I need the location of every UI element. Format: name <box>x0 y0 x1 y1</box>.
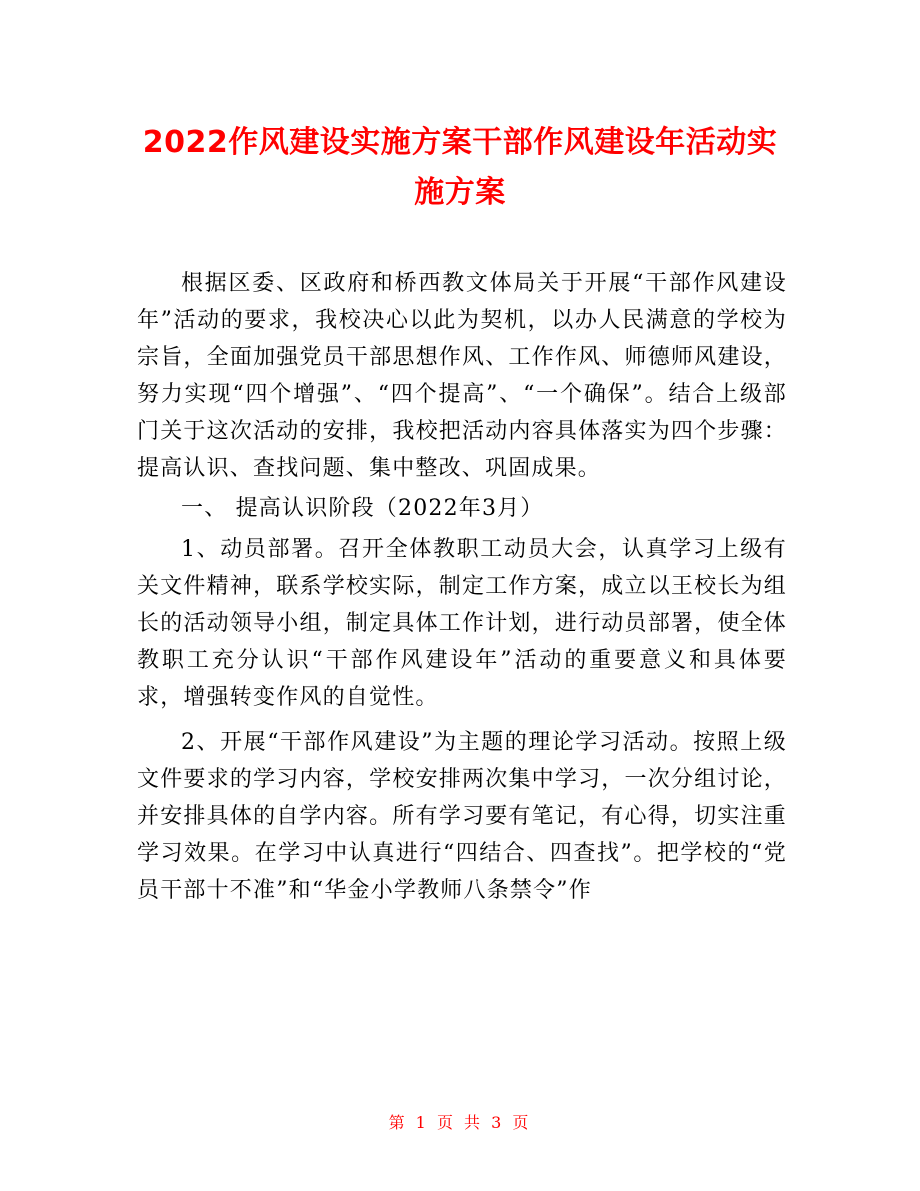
document-body <box>137 265 787 912</box>
section-heading: 一、 提高认识阶段（2022年3月） <box>181 496 544 521</box>
item-1-paragraph: 1、动员部署。召开全体教职工动员大会，认真学习上级有关文件精神，联系学校实际，制定工作方案，成立以王校长为组长的活动领导小组，制定具体工作计划，进行动员部署，使全体教职工充分认识“干部作风建设年”活动的重要意义和具体要求，增强转变作风的自觉性。 <box>137 537 787 710</box>
document-title: 2022作风建设实施方案干部作风建设年活动实施方案 <box>142 125 778 210</box>
page-number-footer: 第 1 页 共 3 页 <box>388 1113 532 1132</box>
intro-paragraph: 根据区委、区政府和桥西教文体局关于开展“干部作风建设年”活动的要求，我校决心以此为契机，以办人民满意的学校为宗旨，全面加强党员干部思想作风、工作作风、师德师风建设，努力实现“四个增强”、“四个提高”、“一个确保”。结合上级部门关于这次活动的安排，我校把活动内容具体落实为四个步骤：提高认识、查找问题、集中整改、巩固成果。 <box>137 271 787 481</box>
item-2-paragraph: 2、开展“干部作风建设”为主题的理论学习活动。按照上级文件要求的学习内容，学校安排两次集中学习，一次分组讨论，并安排具体的自学内容。所有学习要有笔记，有心得，切实注重学习效果。在学习中认真进行“四结合、四查找”。把学校的“党员干部十不准”和“华金小学教师八条禁令”作 <box>137 730 787 903</box>
